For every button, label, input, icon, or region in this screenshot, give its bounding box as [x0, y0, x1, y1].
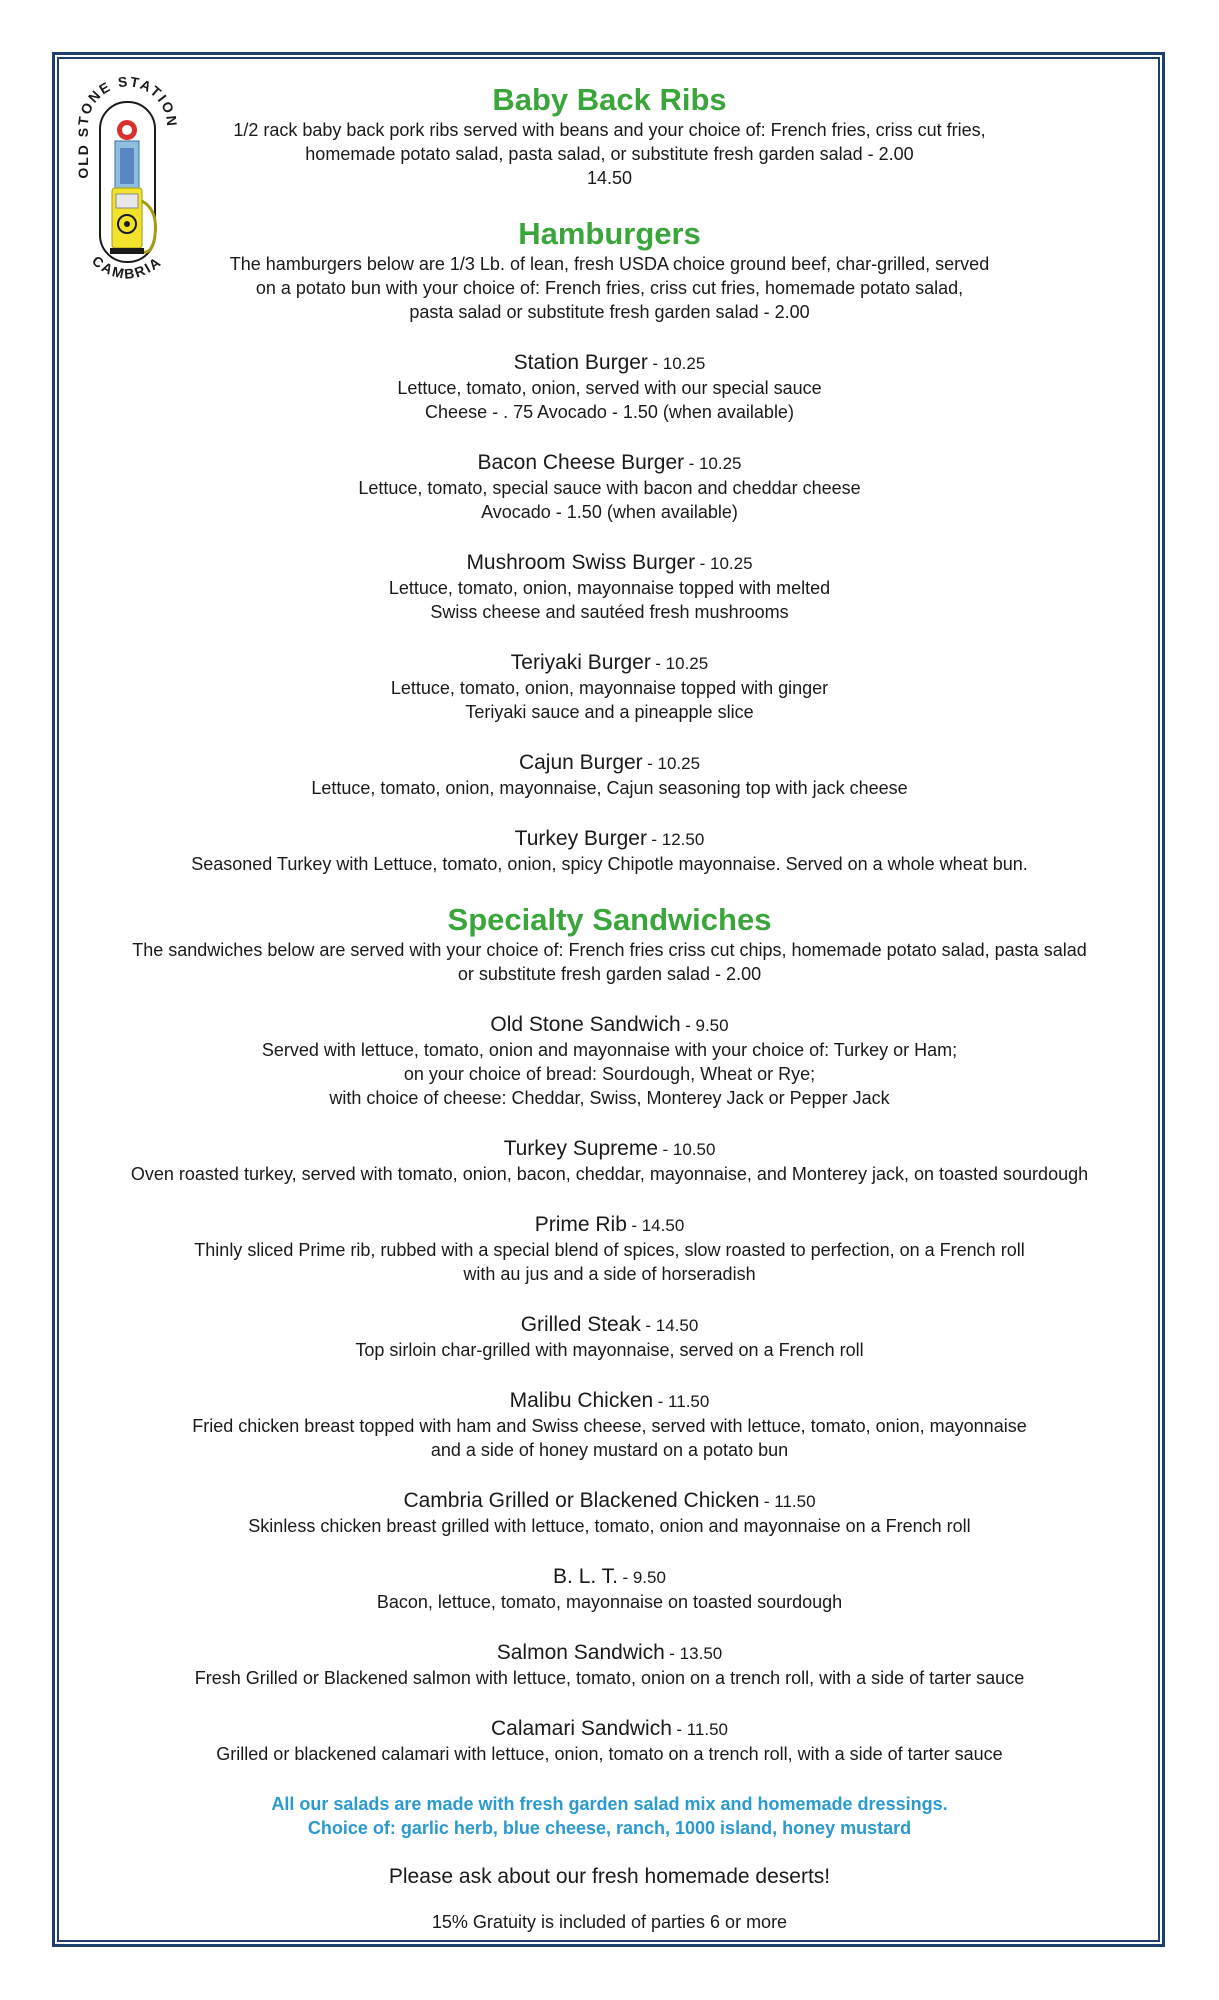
menu-item-malibu-chicken: [72, 1388, 1147, 1462]
item-description: with choice of cheese: Cheddar, Swiss, Monterey Jack or Pepper Jack: [329, 1088, 890, 1108]
item-price: - 10.50: [662, 1140, 716, 1159]
item-description: Skinless chicken breast grilled with lettuce, tomato, onion and mayonnaise on a French roll: [248, 1516, 971, 1536]
item-price: - 13.50: [669, 1644, 723, 1663]
logo-top-text: OLD STONE STATION: [74, 73, 181, 179]
sandwiches-intro-line-1: The sandwiches below are served with your choice of: French fries criss cut chips, homemade potato salad, pasta salad: [132, 940, 1087, 960]
item-description: Grilled or blackened calamari with lettuce, onion, tomato on a trench roll, with a side of tarter sauce: [216, 1744, 1003, 1764]
sandwiches-intro-line-2: or substitute fresh garden salad - 2.00: [457, 964, 762, 984]
item-description: Top sirloin char-grilled with mayonnaise, served on a French roll: [355, 1340, 864, 1360]
menu-item-mushroom-swiss-burger: [72, 550, 1147, 624]
item-price: - 10.25: [647, 754, 701, 773]
item-name: Cajun Burger: [518, 751, 643, 774]
item-description: Teriyaki sauce and a pineapple slice: [465, 702, 754, 722]
gratuity-note: 15% Gratuity is included of parties 6 or more: [431, 1912, 788, 1932]
item-description: with au jus and a side of horseradish: [463, 1264, 756, 1284]
menu-item-teriyaki-burger: [72, 650, 1147, 724]
item-price: - 10.25: [652, 354, 706, 373]
item-description: Fried chicken breast topped with ham and Swiss cheese, served with lettuce, tomato, onion, mayonnaise: [192, 1416, 1027, 1436]
item-name: Teriyaki Burger: [510, 651, 651, 674]
hamburgers-intro-line-2: on a potato bun with your choice of: French fries, criss cut fries, homemade potato salad,: [255, 278, 964, 298]
item-name: Salmon Sandwich: [496, 1641, 665, 1664]
item-name: Cambria Grilled or Blackened Chicken: [403, 1489, 760, 1512]
item-name: Bacon Cheese Burger: [477, 451, 685, 474]
item-price: - 14.50: [645, 1316, 699, 1335]
menu-item-grilled-steak: [72, 1312, 1147, 1362]
deserts-note: Please ask about our fresh homemade deserts!: [388, 1865, 831, 1888]
item-description: Oven roasted turkey, served with tomato, onion, bacon, cheddar, mayonnaise, and Monterey jack, on toasted sourdough: [130, 1164, 1089, 1184]
item-name: Malibu Chicken: [509, 1389, 654, 1412]
item-description: Lettuce, tomato, onion, served with our special sauce: [397, 378, 822, 398]
item-description: Fresh Grilled or Blackened salmon with lettuce, tomato, onion on a trench roll, with a side of tarter sauce: [194, 1668, 1025, 1688]
menu-item-turkey-burger: [72, 826, 1147, 876]
item-name: Grilled Steak: [520, 1313, 641, 1336]
item-name: B. L. T.: [553, 1565, 619, 1588]
item-name: Old Stone Sandwich: [490, 1013, 681, 1036]
menu-item-turkey-supreme: [72, 1136, 1147, 1186]
menu-item-cambria-chicken: [72, 1488, 1147, 1538]
salads-note: [72, 1792, 1147, 1840]
item-description: Thinly sliced Prime rib, rubbed with a special blend of spices, slow roasted to perfection, on a French roll: [194, 1240, 1025, 1260]
item-price: - 12.50: [651, 830, 705, 849]
item-description: and a side of honey mustard on a potato bun: [430, 1440, 789, 1460]
item-description: Avocado - 1.50 (when available): [481, 502, 738, 522]
item-description: on your choice of bread: Sourdough, Wheat or Rye;: [403, 1064, 816, 1084]
menu-item-salmon-sandwich: [72, 1640, 1147, 1690]
ribs-description-line-1: 1/2 rack baby back pork ribs served with beans and your choice of: French fries, criss cut fries,: [233, 120, 986, 140]
item-price: - 14.50: [631, 1216, 685, 1235]
hamburgers-intro-line-3: pasta salad or substitute fresh garden salad - 2.00: [409, 302, 810, 322]
item-name: Prime Rib: [534, 1213, 627, 1236]
item-price: - 9.50: [685, 1016, 729, 1035]
item-description: Seasoned Turkey with Lettuce, tomato, onion, spicy Chipotle mayonnaise. Served on a whole wheat bun.: [191, 854, 1028, 874]
item-name: Calamari Sandwich: [490, 1717, 672, 1740]
hamburgers-intro-line-1: The hamburgers below are 1/3 Lb. of lean, fresh USDA choice ground beef, char-grilled, served: [229, 254, 990, 274]
section-title-ribs: Baby Back Ribs: [492, 82, 727, 117]
item-name: Turkey Supreme: [503, 1137, 659, 1160]
menu-item-old-stone-sandwich: [72, 1012, 1147, 1110]
item-price: - 10.25: [688, 454, 742, 473]
item-description: Lettuce, tomato, special sauce with bacon and cheddar cheese: [358, 478, 861, 498]
item-price: - 11.50: [657, 1392, 710, 1411]
item-price: - 11.50: [763, 1492, 816, 1511]
menu-content: [72, 82, 1147, 1934]
item-price: - 10.25: [699, 554, 753, 573]
salads-note-line-1: All our salads are made with fresh garden salad mix and homemade dressings.: [271, 1794, 948, 1814]
item-name: Turkey Burger: [514, 827, 647, 850]
menu-item-prime-rib: [72, 1212, 1147, 1286]
ribs-description-line-2: homemade potato salad, pasta salad, or substitute fresh garden salad - 2.00: [305, 144, 914, 164]
item-description: Cheese - . 75 Avocado - 1.50 (when available): [425, 402, 794, 422]
item-description: Lettuce, tomato, onion, mayonnaise topped with melted: [388, 578, 831, 598]
item-price: - 10.25: [655, 654, 709, 673]
item-name: Station Burger: [513, 351, 648, 374]
menu-item-calamari-sandwich: [72, 1716, 1147, 1766]
section-title-hamburgers: Hamburgers: [518, 216, 701, 251]
section-title-sandwiches: Specialty Sandwiches: [447, 902, 772, 937]
item-description: Lettuce, tomato, onion, mayonnaise topped with ginger: [390, 678, 829, 698]
menu-item-cajun-burger: [72, 750, 1147, 800]
logo-bottom-text: CAMBRIA: [89, 252, 165, 282]
item-description: Swiss cheese and sautéed fresh mushrooms: [430, 602, 789, 622]
item-name: Mushroom Swiss Burger: [466, 551, 696, 574]
ribs-price: 14.50: [586, 168, 633, 188]
item-price: - 9.50: [622, 1568, 666, 1587]
menu-item-blt: [72, 1564, 1147, 1614]
item-description: Bacon, lettuce, tomato, mayonnaise on toasted sourdough: [376, 1592, 843, 1612]
item-price: - 11.50: [676, 1720, 729, 1739]
salads-note-line-2: Choice of: garlic herb, blue cheese, ranch, 1000 island, honey mustard: [307, 1818, 912, 1838]
item-description: Lettuce, tomato, onion, mayonnaise, Cajun seasoning top with jack cheese: [311, 778, 908, 798]
menu-item-bacon-cheese-burger: [72, 450, 1147, 524]
item-description: Served with lettuce, tomato, onion and mayonnaise with your choice of: Turkey or Ham;: [261, 1040, 958, 1060]
menu-item-station-burger: [72, 350, 1147, 424]
